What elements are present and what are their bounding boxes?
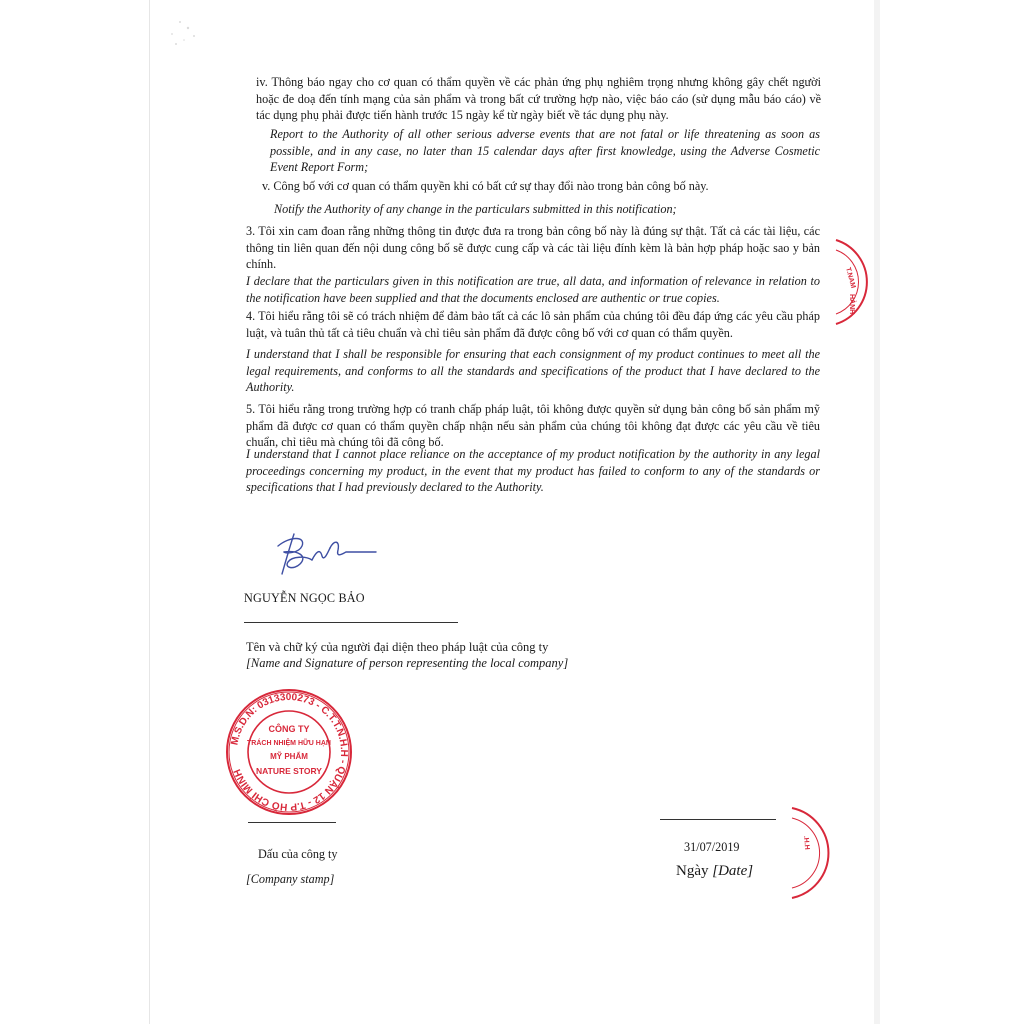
date-label-vi: Ngày: [676, 863, 709, 879]
stamp-line: [248, 822, 336, 823]
item-4-en: I understand that I shall be responsible for ensuring that each consignment of my product continues to meet all the legal requirements, and conforms to all the standards and specifications of the product that I have declared to the Authority.: [246, 347, 820, 394]
date-value: 31/07/2019: [684, 840, 740, 854]
item-iv-en: Report to the Authority of all other serious adverse events that are not fatal or life threatening as soon as possible, and in any case, no later than 15 calendar days after first knowledge, using the Adverse Cosmetic Event Report Form;: [270, 127, 820, 174]
signatory-caption-en: [Name and Signature of person representing the local company]: [246, 656, 569, 670]
date-line: [660, 819, 776, 820]
svg-text:.H.H: .H.H: [802, 835, 811, 851]
item-3-en: I declare that the particulars given in this notification are true, all data, and information of relevance in relation to the notification have been supplied and that the documents enclosed are authentic or true copies.: [246, 274, 820, 305]
svg-text:TRÁCH NHIỆM HỮU HẠN: TRÁCH NHIỆM HỮU HẠN: [247, 740, 331, 747]
signature: [272, 526, 382, 582]
item-5-en: I understand that I cannot place reliance on the acceptance of my product notification by the authority in any legal proceedings concerning my product, in the event that my product has failed to conform to any of the standards or specifications that I had previously declared to the Authority.: [246, 447, 820, 494]
date-label-en: [Date]: [712, 863, 754, 879]
item-5-vi: 5. Tôi hiểu rằng trong trường hợp có tranh chấp pháp luật, tôi không được quyền sử dụng bản công bố sản phẩm mỹ phẩm đã được cơ quan có thẩm quyền chấp nhận nếu sản phẩm của chúng tôi không đạt được các yêu cầu về tiêu chuẩn, chỉ tiêu mà chúng tôi đã công bố.: [246, 402, 820, 449]
partial-seal-lower: [790, 806, 830, 900]
svg-text:MỸ PHẨM: MỸ PHẨM: [270, 752, 308, 761]
company-stamp: [222, 688, 356, 816]
item-3-vi: 3. Tôi xin cam đoan rằng những thông tin được đưa ra trong bản công bố này là đúng sự thật. Tất cả các tài liệu, các thông tin liên quan đến nội dung công bố sẽ được cung cấp và các tài liệu đính kèm là bản hợp pháp hoặc sao y bản chính.: [246, 224, 820, 271]
partial-seal-upper: [826, 236, 874, 328]
item-4-vi: 4. Tôi hiểu rằng tôi sẽ có trách nhiệm để đảm bảo tất cả các lô sản phẩm của chúng tôi đều đáp ứng các yêu cầu pháp luật, và tuân thủ tất cả tiêu chuẩn và chỉ tiêu sản phẩm đã được công bố với cơ quan có thẩm quyền.: [246, 309, 820, 340]
company-stamp-label-en: [Company stamp]: [246, 872, 335, 886]
signature-line: [244, 622, 458, 623]
signatory-name: NGUYỄN NGỌC BẢO: [244, 591, 365, 605]
page-edge: [874, 0, 880, 1024]
svg-text:M.S.D.N: 0313300273 - C.T.T.N.: M.S.D.N: 0313300273 - C.T.T.N.H.H - QUẬN 12 - T.P HỒ CHÍ MINH: [229, 691, 350, 813]
date-label: [676, 863, 753, 880]
signatory-caption-vi: Tên và chữ ký của người đại diện theo pháp luật của công ty: [246, 640, 549, 654]
scan-smudge: [160, 10, 220, 50]
item-iv-vi: iv. Thông báo ngay cho cơ quan có thẩm quyền về các phản ứng phụ nghiêm trọng nhưng không gây chết người hoặc đe doạ đến tính mạng của sản phẩm và trong bất cứ trường hợp nào, việc báo cáo (sử dụng mẫu báo cáo) về tác dụng phụ phải được tiến hành trước 15 ngày kể từ ngày biết về tác dụng phụ này.: [256, 75, 821, 122]
svg-text:NATURE STORY: NATURE STORY: [256, 766, 322, 776]
svg-text:HÀNH: HÀNH: [848, 294, 855, 315]
svg-text:CÔNG TY: CÔNG TY: [268, 724, 310, 734]
company-stamp-label-vi: Dấu của công ty: [258, 847, 338, 861]
svg-text:T.NAM: T.NAM: [844, 266, 857, 290]
item-v-en: Notify the Authority of any change in the particulars submitted in this notification;: [274, 202, 677, 216]
item-v-vi: v. Công bố với cơ quan có thẩm quyền khi có bất cứ sự thay đổi nào trong bản công bố này.: [262, 179, 709, 193]
